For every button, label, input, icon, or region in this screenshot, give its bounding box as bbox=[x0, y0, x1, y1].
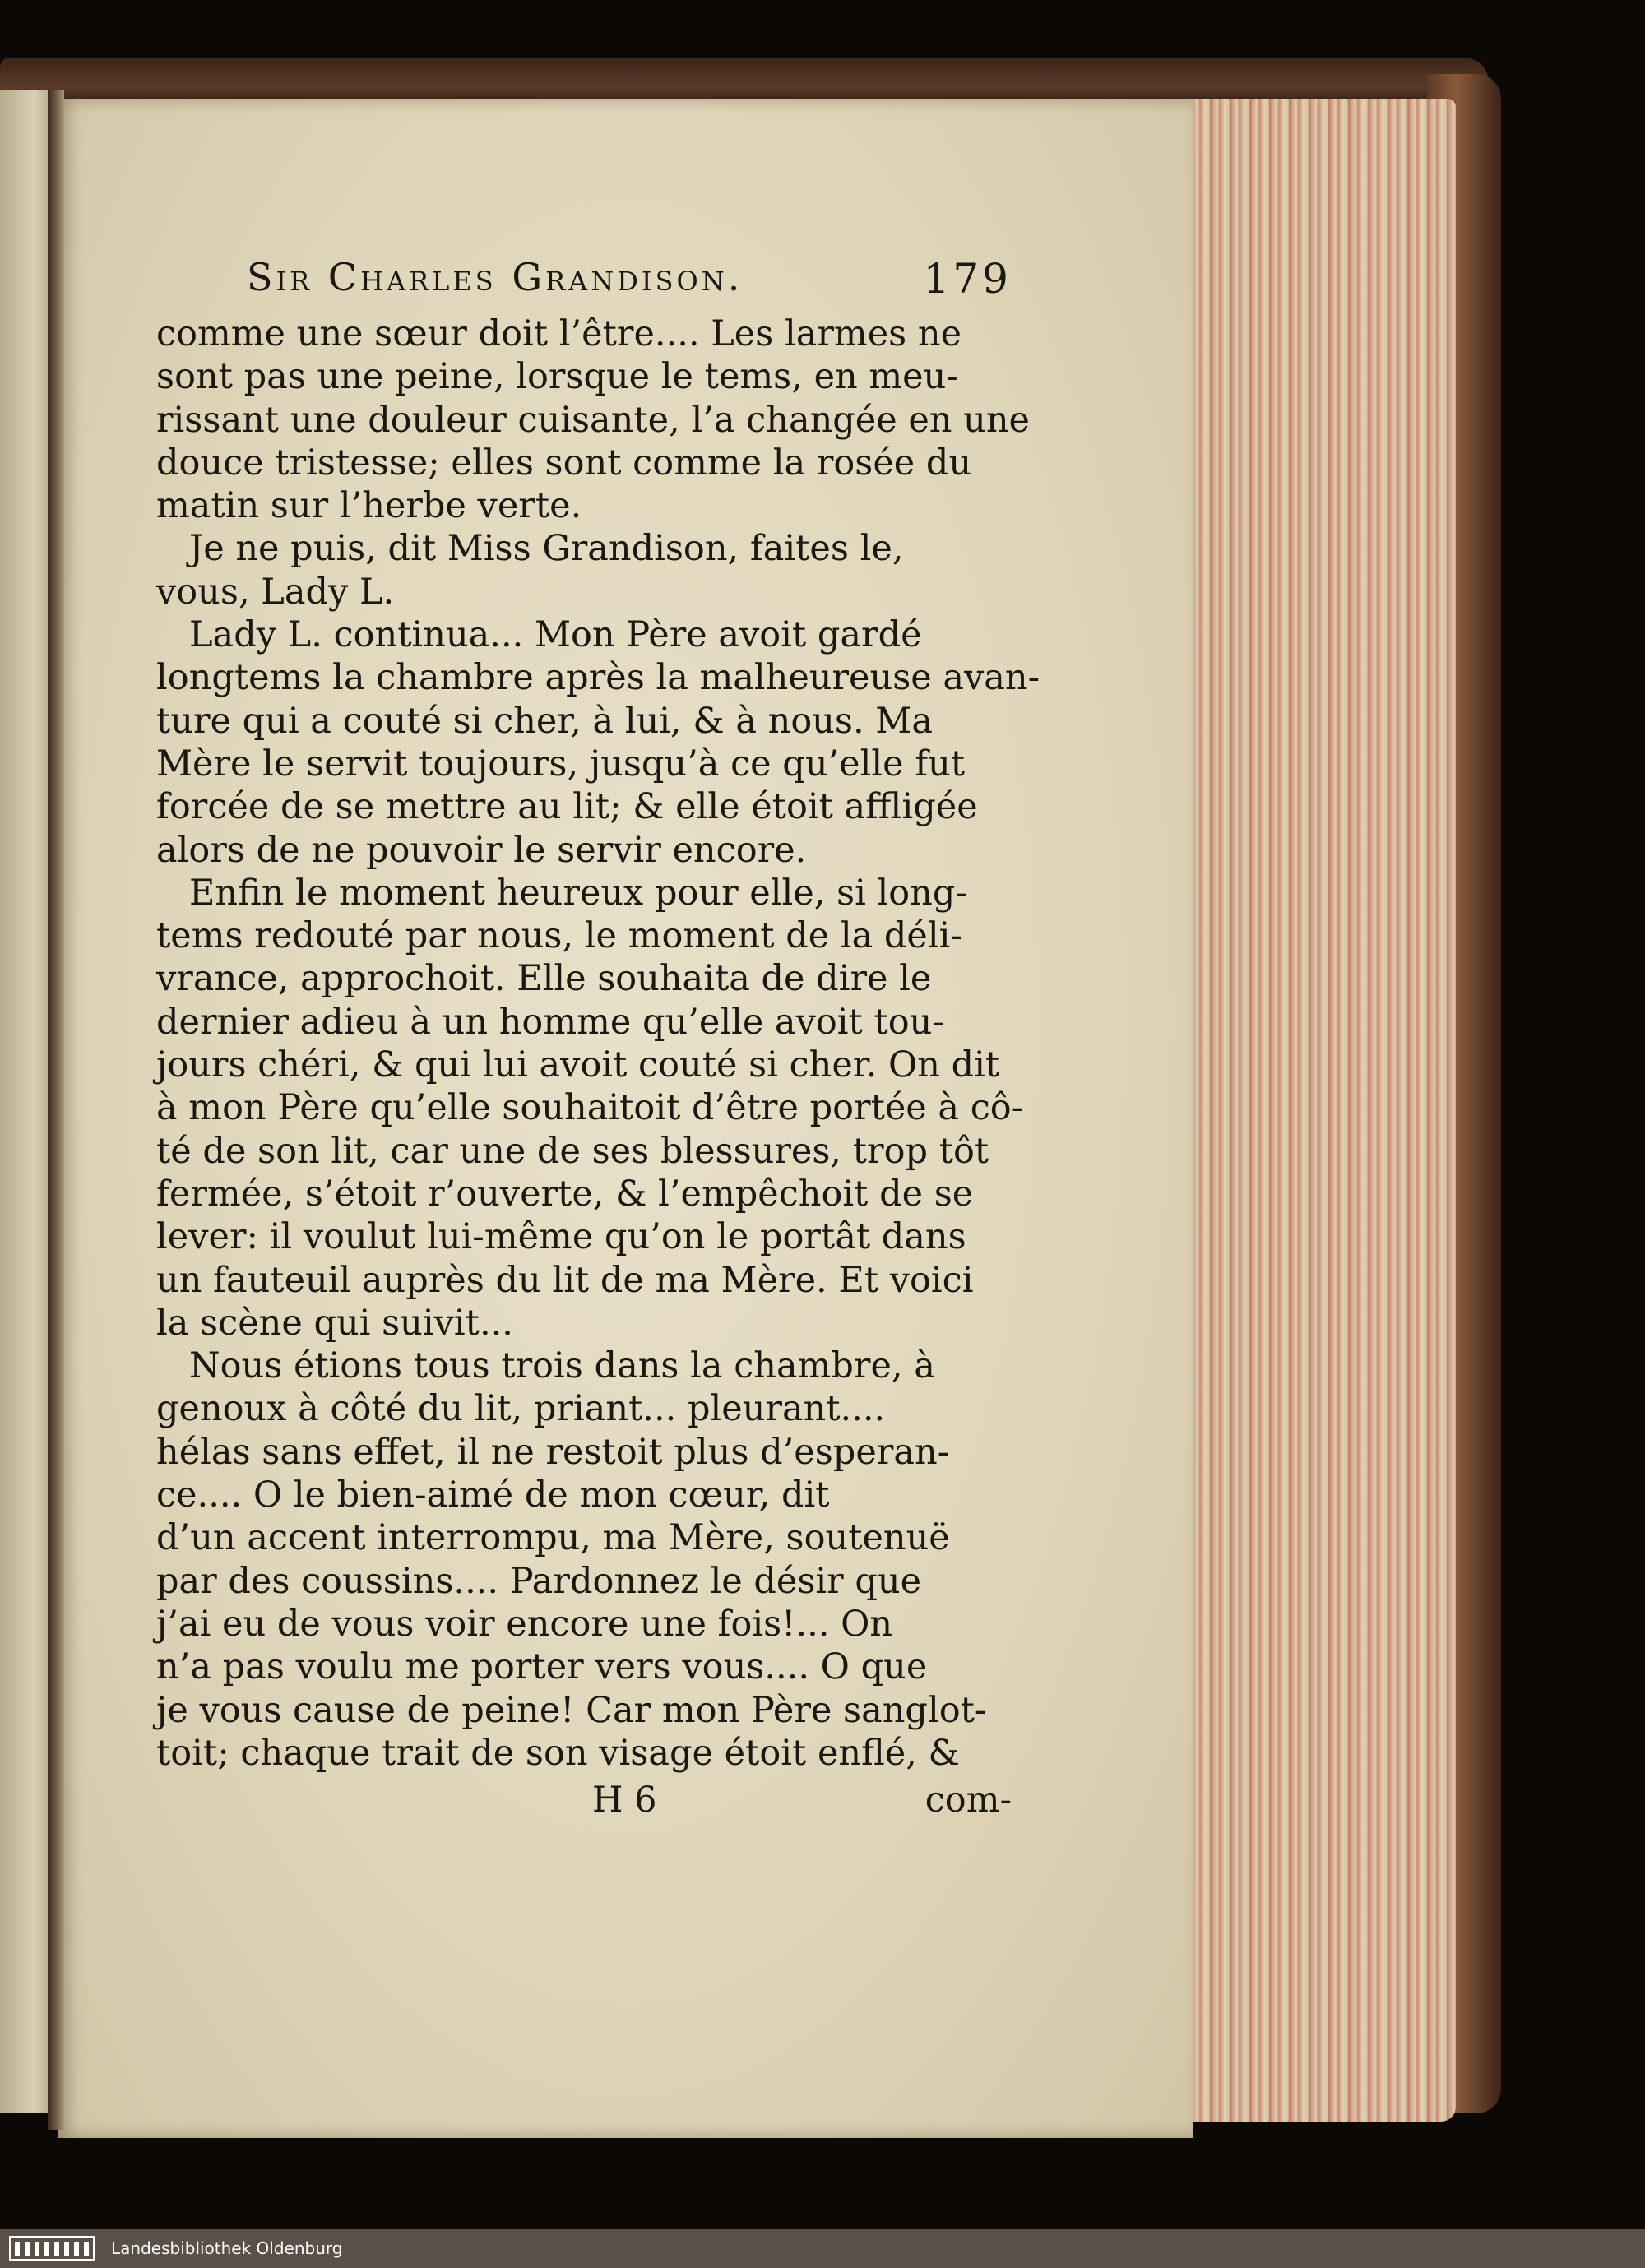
page-foot bbox=[156, 1775, 1012, 1824]
text-line: Enfin le moment heureux pour elle, si long- bbox=[189, 872, 967, 914]
text-line: ce.... O le bien-aimé de mon cœur, dit bbox=[156, 1474, 830, 1516]
text-line: toit; chaque trait de son visage étoit enflé, & bbox=[156, 1732, 960, 1774]
text-line: douce tristesse; elles sont comme la rosée du bbox=[156, 442, 972, 484]
text-line: Nous étions tous trois dans la chambre, à bbox=[189, 1345, 935, 1387]
text-line: dernier adieu à un homme qu’elle avoit tou- bbox=[156, 1001, 944, 1043]
text-line: sont pas une peine, lorsque le tems, en meu- bbox=[156, 356, 958, 398]
text-line: matin sur l’herbe verte. bbox=[156, 485, 582, 527]
text-line: d’un accent interrompu, ma Mère, soutenuë bbox=[156, 1517, 950, 1559]
text-line: comme une sœur doit l’être.... Les larmes ne bbox=[156, 313, 962, 354]
footer-bar bbox=[0, 2229, 1645, 2268]
running-head-title: Sir Charles Grandison. bbox=[247, 255, 744, 299]
text-line: vous, Lady L. bbox=[156, 571, 395, 613]
text-lines bbox=[156, 312, 1040, 1775]
text-line: je vous cause de peine! Car mon Père sanglot- bbox=[156, 1689, 987, 1731]
text-line: j’ai eu de vous voir encore une fois!... On bbox=[156, 1603, 893, 1645]
institution-label: Landesbibliothek Oldenburg bbox=[111, 2238, 343, 2258]
page-text-block bbox=[156, 238, 1040, 1824]
catchword: com- bbox=[924, 1780, 1012, 1821]
text-line: Mère le servit toujours, jusqu’à ce qu’elle fut bbox=[156, 743, 966, 785]
page-number: 179 bbox=[923, 255, 1012, 303]
text-line: vrance, approchoit. Elle souhaita de dire le bbox=[156, 958, 932, 1000]
running-head bbox=[156, 238, 1012, 312]
text-line: hélas sans effet, il ne restoit plus d’esperan- bbox=[156, 1431, 950, 1473]
text-line: té de son lit, car une de ses blessures, trop tôt bbox=[156, 1130, 989, 1172]
text-line: par des coussins.... Pardonnez le désir que bbox=[156, 1560, 922, 1602]
text-line: fermée, s’étoit r’ouverte, & l’empêchoit de se bbox=[156, 1173, 974, 1215]
text-line: Lady L. continua... Mon Père avoit gardé bbox=[189, 614, 922, 656]
text-line: forcée de se mettre au lit; & elle étoit affligée bbox=[156, 786, 978, 828]
text-line: n’a pas voulu me porter vers vous.... O que bbox=[156, 1646, 928, 1688]
text-line: la scène qui suivit... bbox=[156, 1302, 513, 1344]
page-fore-edge bbox=[1184, 99, 1456, 2122]
text-line: tems redouté par nous, le moment de la déli- bbox=[156, 915, 962, 957]
library-building-icon bbox=[7, 2233, 97, 2263]
text-line: alors de ne pouvoir le servir encore. bbox=[156, 829, 807, 871]
book-gutter bbox=[48, 90, 64, 2130]
text-line: genoux à côté du lit, priant... pleurant.... bbox=[156, 1388, 886, 1430]
text-line: à mon Père qu’elle souhaitoit d’être portée à cô- bbox=[156, 1087, 1024, 1129]
text-line: jours chéri, & qui lui avoit couté si cher. On dit bbox=[156, 1044, 1000, 1086]
text-line: longtems la chambre après la malheureuse avan- bbox=[156, 657, 1040, 699]
text-line: ture qui a couté si cher, à lui, & à nous. Ma bbox=[156, 700, 933, 742]
text-line: Je ne puis, dit Miss Grandison, faites le, bbox=[189, 528, 904, 570]
signature-mark: H 6 bbox=[592, 1780, 657, 1821]
text-line: un fauteuil auprès du lit de ma Mère. Et voici bbox=[156, 1259, 974, 1301]
text-line: rissant une douleur cuisante, l’a changée en une bbox=[156, 399, 1031, 441]
text-line: lever: il voulut lui-même qu’on le portât dans bbox=[156, 1216, 966, 1258]
